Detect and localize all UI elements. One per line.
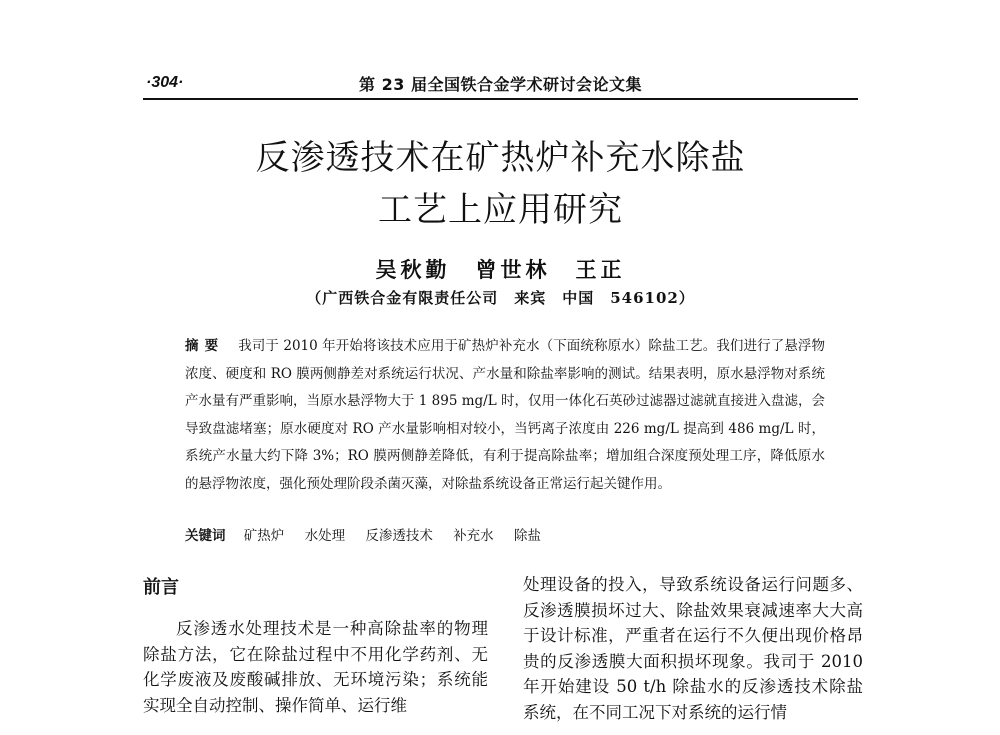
authors: 吴秋勤 曾世林 王正 (375, 257, 626, 282)
keywords (185, 524, 825, 548)
keyword: 水处理 (304, 528, 346, 544)
running-header (143, 62, 858, 100)
paper-title (143, 132, 858, 236)
keywords-label: 关键词 (185, 528, 226, 544)
paper-title-line-2: 工艺上应用研究 (378, 190, 623, 230)
page-number: ·304· (146, 74, 184, 91)
section-heading-intro: 前言 (143, 577, 179, 598)
intro-paragraph-left: 反渗透水处理技术是一种高除盐率的物理除盐方法，它在除盐过程中不用化学药剂、无化学废液及废酸碱排放、无环境污染；系统能实现全自动控制、操作简单、运行维 (143, 619, 488, 715)
affiliation: （广西铁合金有限责任公司 来宾 中国 546102） (306, 289, 695, 307)
abstract-text: 我司于 2010 年开始将该技术应用于矿热炉补充水（下面统称原水）除盐工艺。我们进行了悬浮物浓度、硬度和 RO 膜两侧静差对系统运行状况、产水量和除盐率影响的测试。结果表明，原水悬浮物对系统产水量有严重影响，当原水悬浮物大于 1 895 mg/L 时，仅用一体化石英砂过滤器过滤就直接进入盘滤，会导致盘滤堵塞；原水硬度对 RO 产水量影响相对较小，当钙离子浓度由 226 mg/L 提高到 486 mg/L 时，系统产水量大约下降 3%；RO 膜两侧静差降低，有利于提高除盐率；增加组合深度预处理工序，降低原水的悬浮物浓度，强化预处理阶段杀菌灭藻，对除盐系统设备正常运行起关键作用。 (185, 338, 825, 492)
abstract-label: 摘要 (185, 338, 225, 354)
keyword: 除盐 (513, 528, 541, 544)
journal-title: 第 23 届全国铁合金学术研讨会论文集 (359, 75, 642, 94)
keyword: 矿热炉 (243, 528, 285, 544)
intro-paragraph-right: 处理设备的投入，导致系统设备运行问题多、反渗透膜损坏过大、除盐效果衰减速率大大高于设计标准，严重者在运行不久便出现价格昂贵的反渗透膜大面积损坏现象。我司于 2010 年开始建设 50 t/h 除盐水的反渗透技术除盐系统，在不同工况下对系统的运行情 (523, 575, 863, 722)
keyword: 反渗透技术 (365, 528, 433, 544)
body-column-right (523, 572, 863, 725)
paper-title-line-1: 反渗透技术在矿热炉补充水除盐 (255, 138, 746, 178)
abstract (185, 333, 825, 498)
keyword: 补充水 (453, 528, 494, 544)
body-column-left (143, 576, 488, 718)
